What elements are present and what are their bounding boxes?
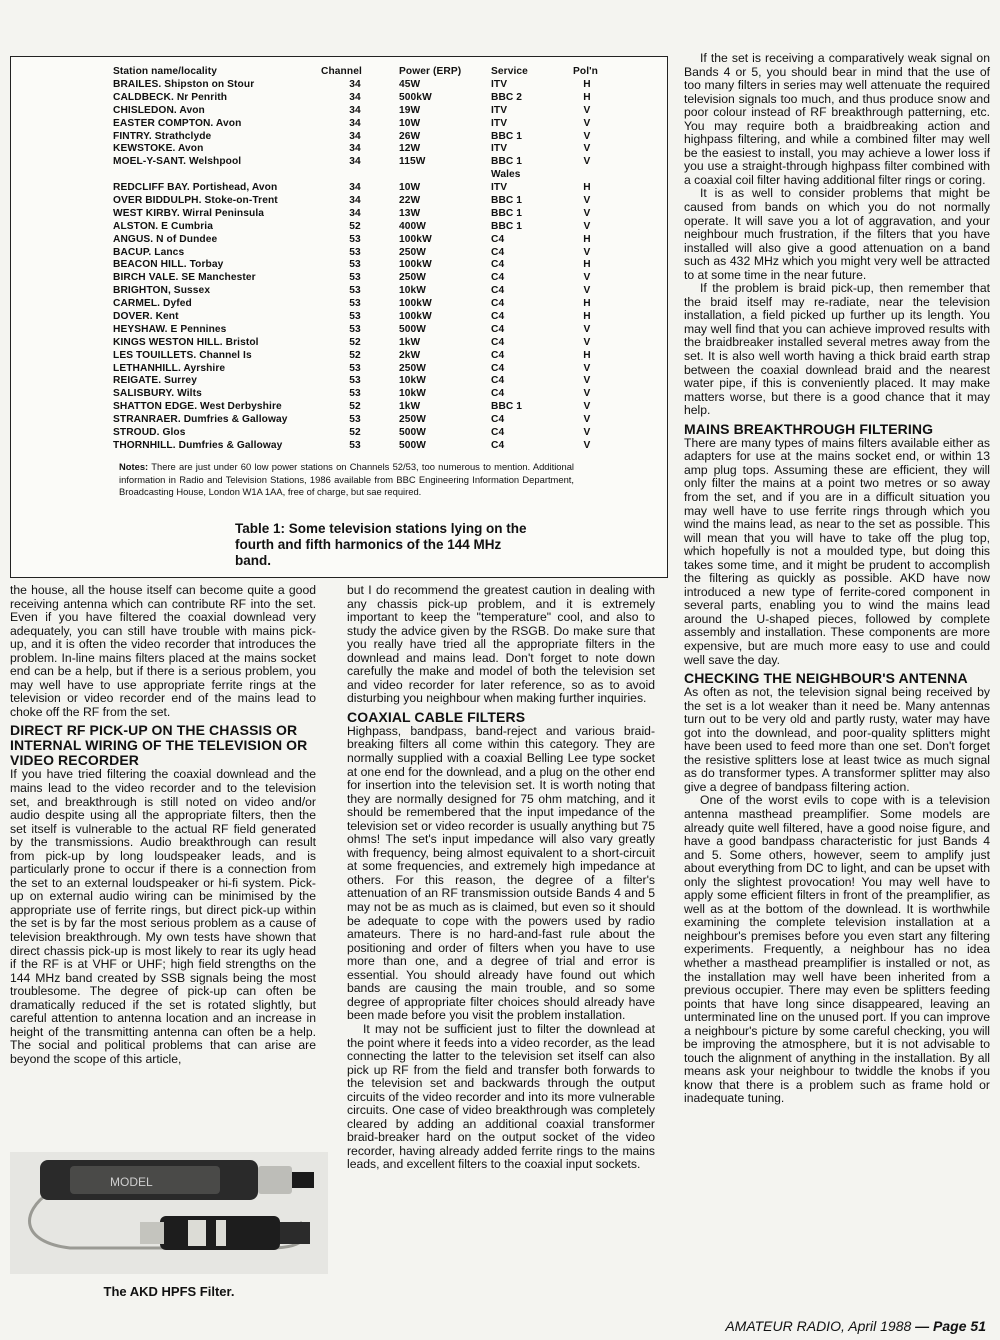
cell-station-name: BIRCH VALE. SE Manchester: [113, 272, 256, 284]
cell-channel: 53: [349, 388, 361, 400]
cell-polarisation: V: [583, 323, 591, 335]
cell-polarisation: V: [583, 272, 591, 284]
cell-station-name: THORNHILL. Dumfries & Galloway: [113, 439, 283, 451]
cell-power: 26W: [399, 130, 421, 142]
cell-power: 500W: [399, 426, 427, 438]
col2-paragraph: but I do recommend the greatest caution in dealing with any chassis pick-up problem, and it is extremely important to keep the "temperature" cool, and also to study the advice given by the RSGB. Do make sure that you really have tried all the appropriate filters in the downlead and mains lead. Don't forget to note down carefully the make and model of both the television set and video recorder for later reference, so as to avoid disturbing you neighbour when making further inquiries.: [347, 583, 655, 706]
cell-station-name: KINGS WESTON HILL. Bristol: [113, 336, 259, 348]
cell-polarisation: V: [583, 375, 591, 387]
cell-polarisation: V: [583, 285, 591, 297]
cell-station-name: [113, 168, 321, 181]
cell-station-name: ANGUS. N of Dundee: [113, 233, 218, 245]
cell-channel: 53: [349, 298, 361, 310]
notes-label: Notes:: [119, 461, 149, 472]
heading-neighbours-antenna: CHECKING THE NEIGHBOUR'S ANTENNA: [684, 670, 968, 687]
cell-station-name: SHATTON EDGE. West Derbyshire: [113, 401, 282, 413]
cell-station-name: CALDBECK. Nr Penrith: [113, 91, 228, 103]
cell-polarisation: V: [583, 401, 591, 413]
notes-text: There are just under 60 low power stations on Channels 52/53, too numerous to mention. Additional information in Radio and Television Stations, 1986 available from BBC Engineering Information Department, Broadcasting House, London W1A 1AA, free of charge, but sae required.: [119, 461, 575, 497]
cell-service: BBC 1: [491, 207, 523, 219]
cell-power: 12W: [399, 143, 421, 155]
col3-paragraph: If the problem is braid pick-up, then remember that the braid itself may re-radiate, near the television installation, a field picked up further up its length. You may well find that you can achieve improved results with the braidbreaker installed several metres away from the set. It is also well worth having a thick braid earth strap between the coaxial downlead braid and the nearest water pipe, if this is conveniently placed. It may make matters worse, but there is a good chance that it may help.: [684, 281, 990, 418]
cell-service: C4: [491, 375, 505, 387]
cell-channel: 53: [349, 323, 361, 335]
cell-station-name: STRANRAER. Dumfries & Galloway: [113, 414, 288, 426]
cell-polarisation: V: [583, 388, 591, 400]
cell-service: C4: [491, 362, 505, 374]
cell-service: BBC 1: [491, 130, 523, 142]
cell-station-name: LES TOUILLETS. Channel Is: [113, 349, 252, 361]
header-channel: Channel: [321, 65, 362, 77]
cell-power: 500kW: [399, 91, 432, 103]
cell-service: BBC 1: [491, 156, 523, 168]
table-caption: Table 1: Some television stations lying on the fourth and fifth harmonics of the 144 MHz band.: [235, 521, 527, 568]
footer-date: April 1988: [848, 1318, 912, 1334]
cell-power: 100kW: [399, 233, 432, 245]
header-polarisation: Pol'n: [573, 65, 598, 77]
cell-polarisation: V: [583, 220, 591, 232]
cell-channel: 52: [349, 401, 361, 413]
table-row: [113, 258, 601, 271]
cell-service: ITV: [491, 117, 508, 129]
table-row: [113, 220, 601, 233]
cell-station-name: SALISBURY. Wilts: [113, 388, 202, 400]
cell-station-name: HEYSHAW. E Pennines: [113, 323, 227, 335]
cell-polarisation: V: [583, 104, 591, 116]
cell-service: C4: [491, 414, 505, 426]
cell-channel: 52: [349, 349, 361, 361]
station-rows: [113, 78, 601, 452]
table-row: [113, 142, 601, 155]
cell-service: C4: [491, 336, 505, 348]
cell-power: 22W: [399, 194, 421, 206]
cell-power: 500W: [399, 323, 427, 335]
col1-paragraph: If you have tried filtering the coaxial downlead and the mains lead to the video recorder and to the television set, and breakthrough is still noted on video and/or audio despite using all the appropriate filters, then the set itself is vulnerable to the actual RF field generated by the transmissions. Audio breakthrough can result from pick-up by long loudspeaker leads, and is particularly prone to occur if there is a connection from the set to an external loudspeaker or hi-fi system. Pick-up on external audio wiring can be minimised by the appropriate use of ferrite rings, but direct pick-up within the set is by far the most serious problem as a cause of television breakthrough. My own tests have shown that direct chassis pick-up is most likely to rear its ugly head if the RF is at VHF or UHF; high field strengths on the 144 MHz band created by SSB signals being the most troublesome. The degree of pick-up can often be dramatically reduced if the set is rotated slightly, but careful attention to antenna location and an increase in height of the transmitting antenna can often be a help. The social and political problems that can arise are beyond the scope of this article,: [10, 767, 316, 1066]
photo-caption: The AKD HPFS Filter.: [103, 1284, 235, 1299]
col1-paragraph: the house, all the house itself can become quite a good receiving antenna which can contribute RF into the set. Even if you have filtered the coaxial downlead very adequately, you can still have trouble with mains pick-up, and it is often the video recorder that introduces the problem. In-line mains filters placed at the mains socket end can be a help, but if there is a serious problem, you may well have to use appropriate ferrite rings at the television or video recorder end of the mains lead to choke off the RF from the set.: [10, 583, 316, 719]
cell-power: 400W: [399, 220, 427, 232]
cell-polarisation: V: [583, 426, 591, 438]
table-row: [113, 362, 601, 375]
footer-magazine: AMATEUR RADIO,: [725, 1318, 845, 1334]
cell-channel: 52: [349, 336, 361, 348]
cell-power: 1kW: [399, 336, 421, 348]
cell-station-name: OVER BIDDULPH. Stoke-on-Trent: [113, 194, 278, 206]
column-2: [347, 584, 655, 1172]
cell-power: 100kW: [399, 259, 432, 271]
table-row: [113, 78, 601, 91]
cell-channel: 53: [349, 414, 361, 426]
cell-polarisation: V: [583, 336, 591, 348]
table-row: [113, 400, 601, 413]
cell-service: C4: [491, 233, 505, 245]
cell-station-name: DOVER. Kent: [113, 310, 179, 322]
cell-station-name: BRIGHTON, Sussex: [113, 285, 211, 297]
cell-power: 500W: [399, 439, 427, 451]
cell-polarisation: V: [583, 156, 591, 168]
cell-service: ITV: [491, 78, 508, 90]
cell-station-name: ALSTON. E Cumbria: [113, 220, 214, 232]
table-row: [113, 439, 601, 452]
cell-service: BBC 1: [491, 194, 523, 206]
cell-station-name: REDCLIFF BAY. Portishead, Avon: [113, 182, 278, 194]
cell-polarisation: H: [583, 78, 591, 90]
cell-power: 250W: [399, 414, 427, 426]
header-service: Service: [491, 65, 528, 77]
cell-polarisation: H: [583, 310, 591, 322]
cell-service: C4: [491, 285, 505, 297]
cell-polarisation: V: [583, 130, 591, 142]
table-row: [113, 387, 601, 400]
cell-power: 10W: [399, 182, 421, 194]
table-header-row: [113, 65, 601, 78]
cell-station-name: MOEL-Y-SANT. Welshpool: [113, 156, 242, 168]
filter-image: [10, 1152, 328, 1274]
cell-service: ITV: [491, 182, 508, 194]
cell-service: C4: [491, 310, 505, 322]
station-table-box: [10, 56, 668, 578]
cell-polarisation: V: [583, 414, 591, 426]
column-3: [684, 52, 990, 1106]
cell-power: 1kW: [399, 401, 421, 413]
cell-power: 2kW: [399, 349, 421, 361]
cell-station-name: BEACON HILL. Torbay: [113, 259, 224, 271]
station-table: [113, 65, 601, 452]
table-row: [113, 246, 601, 259]
cell-channel: 53: [349, 246, 361, 258]
cell-polarisation: H: [583, 91, 591, 103]
table-row: [113, 130, 601, 143]
cell-channel: 34: [349, 130, 361, 142]
cell-station-name: STROUD. Glos: [113, 426, 186, 438]
header-station: Station name/locality: [113, 65, 217, 77]
column-1: [10, 584, 316, 1067]
cell-channel: 34: [349, 117, 361, 129]
cell-service: C4: [491, 388, 505, 400]
cell-channel: 53: [349, 272, 361, 284]
cell-station-name: BACUP. Lancs: [113, 246, 185, 258]
cell-station-name: WEST KIRBY. Wirral Peninsula: [113, 207, 265, 219]
cell-channel: 53: [349, 310, 361, 322]
cell-station-name: KEWSTOKE. Avon: [113, 143, 204, 155]
cell-service: Wales: [491, 169, 521, 181]
cell-power: 250W: [399, 246, 427, 258]
table-row: [113, 297, 601, 310]
footer-page: — Page 51: [915, 1318, 986, 1334]
table-row: [113, 117, 601, 130]
cell-service: C4: [491, 439, 505, 451]
cell-power: 100kW: [399, 298, 432, 310]
table-row: [113, 181, 601, 194]
cell-channel: 53: [349, 439, 361, 451]
cell-channel: 34: [349, 182, 361, 194]
cell-polarisation: H: [583, 182, 591, 194]
cell-channel: 53: [349, 362, 361, 374]
cell-polarisation: V: [583, 117, 591, 129]
col3-paragraph: There are many types of mains filters available either as adapters for use at the mains socket end, or within 13 amp plug tops. Assuming these are efficient, they will only filter the mains at a point two metres or so away from the set, and if you are in a difficult situation you may well have to use ferrite rings through which you wind the mains lead, as near to the set as possible. This will mean that you will have to take off the plug top, which hopefully is not a moulded type, but doing this takes some time, and it might be prudent to accomplish the filtering as quickly as possible. AKD have now introduced a new type of ferrite-cored component in several parts, enabling you to wind the mains lead around the U-shaped pieces, followed by complete assembly and installation. These components are more expensive, but are much more easy to use and could well save the day.: [684, 435, 990, 667]
cell-station-name: LETHANHILL. Ayrshire: [113, 362, 226, 374]
table-row: [113, 155, 601, 168]
table-row: [113, 349, 601, 362]
cell-channel: 53: [349, 259, 361, 271]
cell-service: BBC 1: [491, 401, 523, 413]
cell-channel: 34: [349, 143, 361, 155]
cell-channel: 34: [349, 78, 361, 90]
filter-model-text: MODEL: [110, 1175, 153, 1189]
cell-service: ITV: [491, 143, 508, 155]
page-footer: [725, 1318, 986, 1334]
cell-channel: 52: [349, 426, 361, 438]
cell-polarisation: H: [583, 349, 591, 361]
cell-service: C4: [491, 272, 505, 284]
cell-power: 250W: [399, 362, 427, 374]
cell-polarisation: V: [583, 194, 591, 206]
cell-channel: 53: [349, 375, 361, 387]
table-row: [113, 168, 601, 181]
table-row: [113, 426, 601, 439]
cell-polarisation: [573, 168, 601, 181]
table-row: [113, 413, 601, 426]
table-row: [113, 233, 601, 246]
cell-service: C4: [491, 246, 505, 258]
table-notes: [119, 461, 574, 499]
cell-polarisation: V: [583, 207, 591, 219]
cell-channel: 53: [349, 285, 361, 297]
table-row: [113, 91, 601, 104]
cell-station-name: REIGATE. Surrey: [113, 375, 197, 387]
cell-service: BBC 1: [491, 220, 523, 232]
cell-station-name: CARMEL. Dyfed: [113, 298, 192, 310]
table-row: [113, 336, 601, 349]
header-power: Power (ERP): [399, 65, 462, 77]
cell-power: 100kW: [399, 310, 432, 322]
col2-paragraph: It may not be sufficient just to filter the downlead at the point where it feeds into a video recorder, as the lead connecting the latter to the television set itself can also pick up RF from the field and transfer both forwards to the television set and backwards through the output circuits of the video recorder and into its more vulnerable circuits. One case of video breakthrough was completely cleared by adding an additional coaxial transformer braid-breaker hard on the output socket of the video recorder, having already added ferrite rings to the mains leads, and excellent filters to the coaxial input sockets.: [347, 1021, 655, 1172]
cell-polarisation: H: [583, 233, 591, 245]
cell-channel: 34: [349, 207, 361, 219]
cell-polarisation: V: [583, 439, 591, 451]
cell-channel: 53: [349, 233, 361, 245]
cell-polarisation: V: [583, 143, 591, 155]
cell-channel: 34: [349, 91, 361, 103]
cell-station-name: BRAILES. Shipston on Stour: [113, 78, 255, 90]
cell-channel: 52: [349, 220, 361, 232]
cell-power: 45W: [399, 78, 421, 90]
cell-service: C4: [491, 259, 505, 271]
cell-service: C4: [491, 426, 505, 438]
cell-service: ITV: [491, 104, 508, 116]
cell-service: BBC 2: [491, 91, 523, 103]
heading-direct-rf-pickup: DIRECT RF PICK-UP ON THE CHASSIS OR INTERNAL WIRING OF THE TELEVISION OR VIDEO RECORDER: [10, 722, 308, 769]
table-row: [113, 374, 601, 387]
col3-paragraph: As often as not, the television signal being received by the set is a lot weaker than it need be. Many antennas turn out to be very old and partly rusty, water may have got into the downlead, and poor-quality splitters might have been used to feed more than one set. Don't forget the resistive splitters lose at least twice as much signal as do transformer types. A transformer splitter may also give a degree of bandpass filtering action.: [684, 685, 990, 794]
cell-power: 10W: [399, 117, 421, 129]
col3-paragraph: One of the worst evils to cope with is a television antenna masthead preamplifier. Some models are already quite well filtered, have a good noise figure, and have a good bandpass characteristic for just Bands 4 and 5. Some others, however, seem to amplify just about everything from DC to light, and can be upset with only the slightest provocation! You may well have to apply some efficient filters in front of the preamplifier, as well as at the bottom of the downlead. It is worthwhile examining the complete television installation at a neighbour's premises before you even start any filtering experiments. Frequently, a neighbour has no idea whether a masthead preamplifier is installed or not, as the installation may well have been inherited from a previous occupier. There may even be splitters feeding points that have long since disappeared, leaving an unterminated line on the unused port. If you can improve a neighbour's picture by some careful checking, you will be improving the atmosphere, but it is not advisable to touch the alignment of anything in the installation. By all means ask your neighbour to twiddle the knobs if you know that there is a problem such as frame hold or inadequate tuning.: [684, 793, 990, 1106]
cell-channel: [321, 168, 389, 181]
cell-service: C4: [491, 323, 505, 335]
table-row: [113, 323, 601, 336]
table-row: [113, 310, 601, 323]
cell-channel: 34: [349, 104, 361, 116]
cell-power: 19W: [399, 104, 421, 116]
table-row: [113, 104, 601, 117]
heading-coaxial-cable-filters: COAXIAL CABLE FILTERS: [347, 708, 526, 725]
cell-power: 115W: [399, 156, 426, 168]
cell-power: [389, 168, 491, 181]
table-row: [113, 271, 601, 284]
table-row: [113, 194, 601, 207]
cell-station-name: CHISLEDON. Avon: [113, 104, 205, 116]
col2-paragraph: Highpass, bandpass, band-reject and various braid-breaking filters all come within this category. They are normally supplied with a coaxial Belling Lee type socket at one end for the downlead, and a plug on the other end for insertion into the television set. It is worth noting that they are normally designed for 75 ohm matching, and it should be remembered that the input impedance of the television set or video recorder is usually anything but 75 ohms! The set's input impedance will also vary greatly with frequency, being almost equivalent to a short-circuit at some frequencies, and extremely high impedance at others. For this reason, the degree of a filter's attenuation of an RF transmission outside Bands 4 and 5 may not be as much as is claimed, but even so it should be adequate to cope with the powers used by radio amateurs. There is no hard-and-fast rule about the positioning and order of filters when you have to use more than one, and a degree of trial and error is essential. You should already have found out which bands are causing the main trouble, and so some degree of appropriate filter choices should already have been made before you visit the problem installation.: [347, 723, 655, 1023]
cell-station-name: FINTRY. Strathclyde: [113, 130, 212, 142]
cell-channel: 34: [349, 194, 361, 206]
cell-channel: 34: [349, 156, 361, 168]
col3-paragraph: It is as well to consider problems that might be caused from bands on which you do not normally operate. It will save you a lot of aggravation, and your neighbour much frustration, if the filters that you have installed will also give a good attenuation on a band such as 432 MHz which you might very well be attracted to at some time in the near future.: [684, 186, 990, 282]
cell-power: 13W: [399, 207, 421, 219]
cell-service: C4: [491, 349, 505, 361]
cell-station-name: EASTER COMPTON. Avon: [113, 117, 242, 129]
cell-polarisation: H: [583, 259, 591, 271]
cell-power: 10kW: [399, 388, 427, 400]
cell-power: 10kW: [399, 375, 427, 387]
col3-paragraph: If the set is receiving a comparatively weak signal on Bands 4 or 5, you should bear in mind that the use of too many filters in series may well attenuate the required television signals too much, and thus produce snow and poor colour instead of RF breakthrough patterning, etc. You may require both a braidbreaking action and highpass filtering, and while a combined filter may well be the easiest to install, you may achieve a lower loss if you use a straight-through highpass filter combined with a coaxial coil filter having additional filter rings or coring.: [684, 51, 990, 187]
cell-polarisation: V: [583, 246, 591, 258]
akd-filter-photo: [10, 1152, 328, 1274]
cell-service: C4: [491, 298, 505, 310]
cell-power: 250W: [399, 272, 427, 284]
heading-mains-breakthrough: MAINS BREAKTHROUGH FILTERING: [684, 420, 934, 437]
table-row: [113, 284, 601, 297]
table-row: [113, 207, 601, 220]
cell-power: 10kW: [399, 285, 427, 297]
cell-polarisation: H: [583, 298, 591, 310]
cell-polarisation: V: [583, 362, 591, 374]
